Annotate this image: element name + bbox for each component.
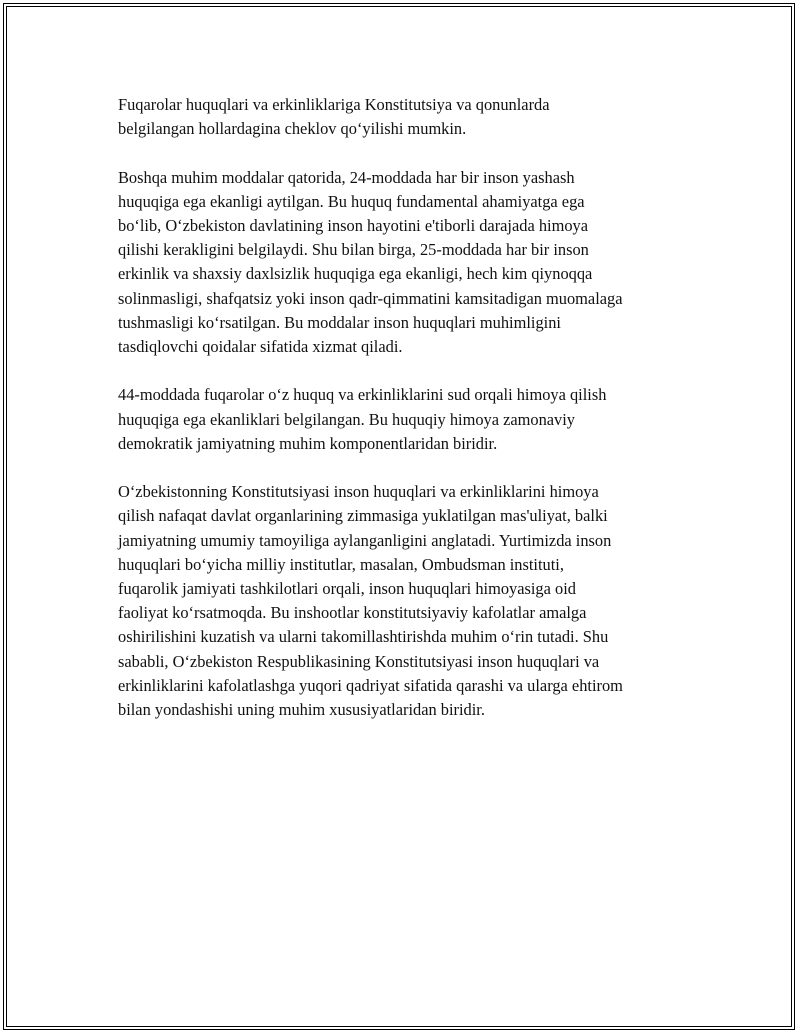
paragraph-4: O‘zbekistonning Konstitutsiyasi inson huquqlari va erkinliklarini himoya qilish nafaqat davlat organlarining zimmasiga yuklatilgan mas'uliyat, balki jamiyatning umumiy tamoyiliga aylanganligini anglatadi. Yurtimizda inson huquqlari bo‘yicha milliy institutlar, masalan, Ombudsman instituti, fuqarolik jamiyati tashkilotlari orqali, inson huquqlari himoyasiga oid faoliyat ko‘rsatmoqda. Bu inshootlar konstitutsiyaviy kafolatlar amalga oshirilishini kuzatish va ularni takomillashtirishda muhim o‘rin tutadi. Shu sababli, O‘zbekiston Respublikasining Konstitutsiyasi inson huquqlari va erkinliklarini kafolatlashga yuqori qadriyat sifatida qarashi va ularga ehtirom bilan yondashishi uning muhim xususiyatlaridan biridir.: [118, 482, 623, 720]
paragraph-2: Boshqa muhim moddalar qatorida, 24-moddada har bir inson yashash huquqiga ega ekanligi aytilgan. Bu huquq fundamental ahamiyatga ega bo‘lib, O‘zbekiston davlatining inson hayotini e'tiborli darajada himoya qilishi kerakligini belgilaydi. Shu bilan birga, 25-moddada har bir inson erkinlik va shaxsiy daxlsizlik huquqiga ega ekanligi, hech kim qiynoqqa solinmasligi, shafqatsiz yoki inson qadr-qimmatini kamsitadigan muomalaga tushmasligi ko‘rsatilgan. Bu moddalar inson huquqlari muhimligini tasdiqlovchi qoidalar sifatida xizmat qiladi.: [118, 167, 623, 357]
paragraph-1: Fuqarolar huquqlari va erkinliklariga Konstitutsiya va qonunlarda belgilangan hollardagina cheklov qo‘yilishi mumkin.: [118, 95, 550, 139]
document-body: [118, 93, 703, 746]
paragraph-3: 44-moddada fuqarolar o‘z huquq va erkinliklarini sud orqali himoya qilish huquqiga ega ekanliklari belgilangan. Bu huquqiy himoya zamonaviy demokratik jamiyatning muhim komponentlaridan biridir.: [118, 385, 607, 453]
